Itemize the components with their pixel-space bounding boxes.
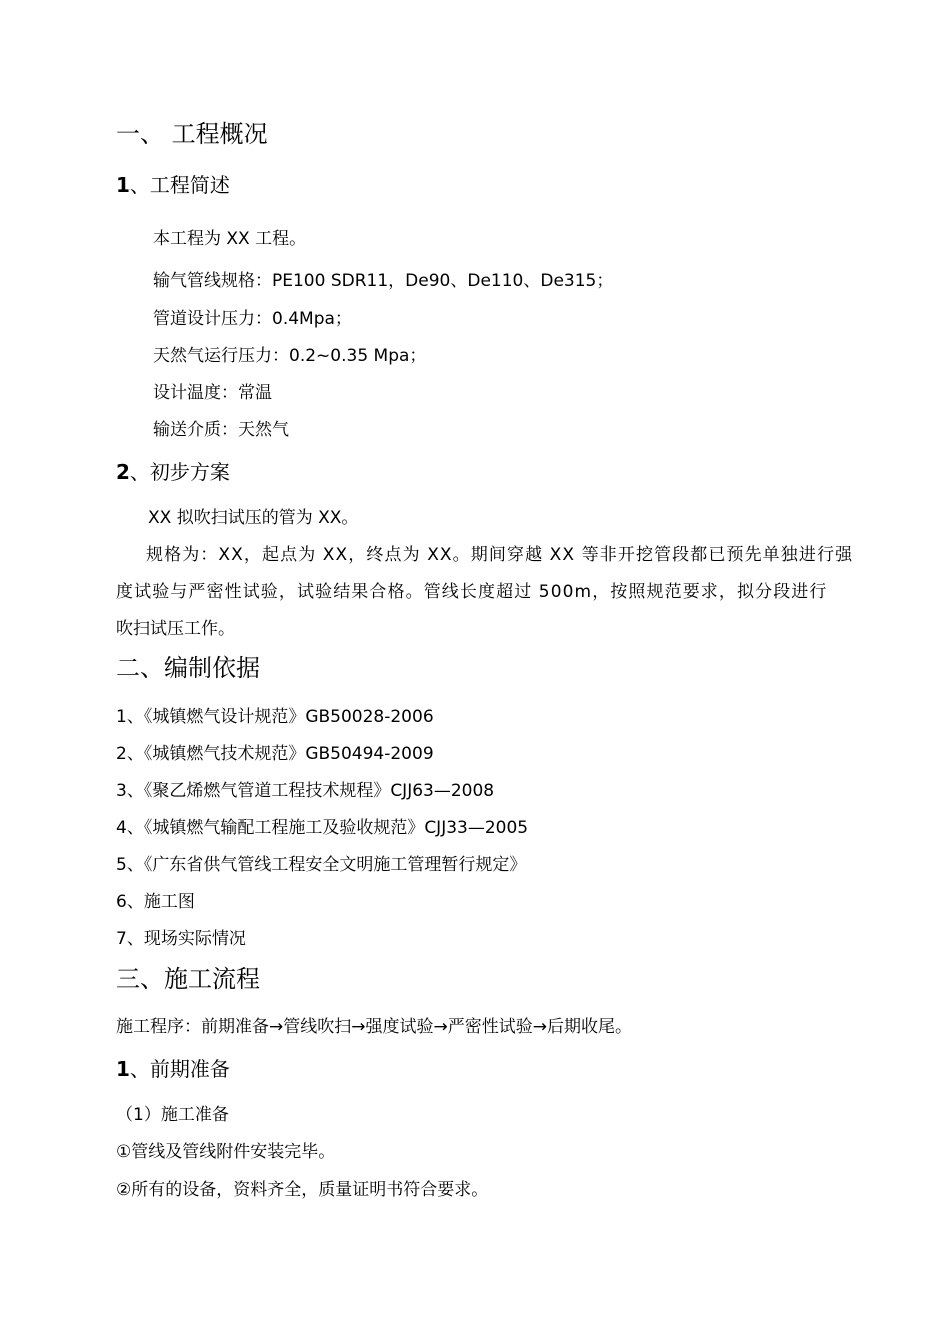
subsection-title: 、前期准备: [129, 1057, 230, 1081]
paragraph-line: 度试验与严密性试验，试验结果合格。管线长度超过 500m，按照规范要求，拟分段进行: [116, 582, 828, 602]
reference-item: 7、现场实际情况: [116, 929, 246, 949]
section-1-heading: 一、 工程概况: [116, 120, 268, 148]
reference-item: 4、《城镇燃气输配工程施工及验收规范》CJJ33—2005: [116, 818, 529, 838]
subsection-title: 、工程简述: [129, 173, 230, 197]
section-2-heading: 二、编制依据: [116, 654, 260, 682]
paragraph-line: 吹扫试压工作。: [116, 619, 235, 639]
paragraph-line: 本工程为 XX 工程。: [153, 229, 307, 249]
paragraph-line: （1）施工准备: [116, 1105, 229, 1125]
subsection-number: 2: [116, 460, 130, 484]
paragraph-line: XX 拟吹扫试压的管为 XX。: [148, 508, 359, 528]
process-intro: 施工程序：前期准备→管线吹扫→强度试验→严密性试验→后期收尾。: [116, 1017, 632, 1037]
section-3-heading: 三、施工流程: [116, 965, 260, 993]
subsection-number: 1: [116, 1057, 130, 1081]
paragraph-line: 设计温度：常温: [153, 383, 272, 403]
subsection-title: 、初步方案: [129, 460, 230, 484]
paragraph-line: 管道设计压力：0.4Mpa；: [153, 309, 352, 329]
reference-item: 3、《聚乙烯燃气管道工程技术规程》CJJ63—2008: [116, 781, 495, 801]
paragraph-line: 规格为：XX，起点为 XX，终点为 XX。期间穿越 XX 等非开挖管段都已预先单独进行强: [146, 545, 854, 565]
paragraph-line: 输送介质：天然气: [153, 420, 289, 440]
paragraph-line: 输气管线规格：PE100 SDR11，De90、De110、De315；: [153, 271, 614, 291]
subsection-number: 1: [116, 173, 130, 197]
reference-item: 2、《城镇燃气技术规范》GB50494-2009: [116, 744, 434, 764]
paragraph-line: 天然气运行压力：0.2~0.35 Mpa；: [153, 346, 427, 366]
paragraph-line: ②所有的设备，资料齐全，质量证明书符合要求。: [116, 1180, 489, 1200]
paragraph-line: ①管线及管线附件安装完毕。: [116, 1142, 336, 1162]
reference-item: 1、《城镇燃气设计规范》GB50028-2006: [116, 707, 434, 727]
subsection-1-1-heading: [116, 175, 230, 195]
subsection-3-1-heading: [116, 1059, 230, 1079]
reference-item: 6、施工图: [116, 892, 195, 912]
subsection-1-2-heading: [116, 462, 230, 482]
reference-item: 5、《广东省供气管线工程安全文明施工管理暂行规定》: [116, 855, 527, 875]
